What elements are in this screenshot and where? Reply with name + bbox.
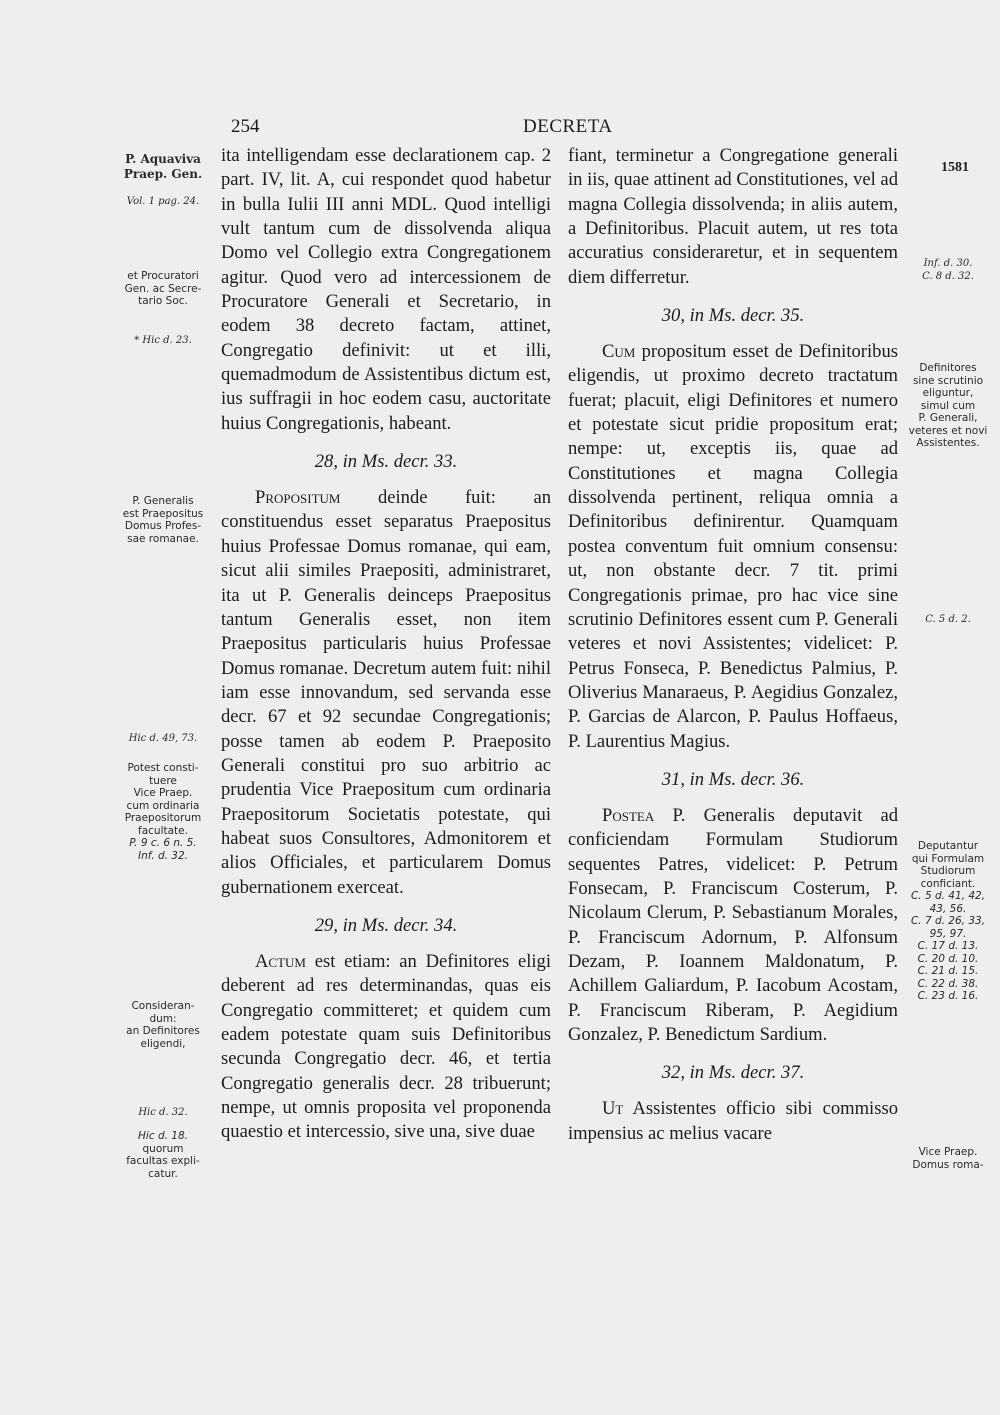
margin-note-line: Praep. Gen.: [123, 167, 203, 181]
margin-note-left: [108, 270, 218, 308]
paragraph-text: est etiam: an Definitores eligi deberent ad res determinandas, quas eis Congregatio committeret; et quidem cum eadem potestate quam suis Definitoribus secunda Congregatio decr. 46, et tertia Congregatio generalis decr. 28 tribuerunt; nempe, ut omnis proposita vel proponenda quaestio et intercessio, sive una, sive duae: [221, 950, 551, 1143]
margin-note-line: an Definitores: [126, 1025, 200, 1037]
lead-word: Actum: [255, 950, 306, 972]
margin-note-line: P. 9 c. 6 n. 5.: [129, 837, 197, 849]
margin-note-line: C. 7 d. 26, 33,: [910, 915, 986, 927]
decree-heading: 30, in Ms. decr. 35.: [661, 305, 805, 327]
paragraph-text: P. Generalis deputavit ad conficiendam Formulam Studiorum sequentes Patres, videlicet: P. Petrum Fonsecam, P. Franciscum Costerum, P. Nicolaum Clerum, P. Sebastianum Morales, P. Franciscum Adornum, P. Alfonsum Dezam, P. Ioannem Maldonatum, P. Achillem Galiardum, P. Iacobum Acostam, P. Franciscum Riberam, P. Aegidium Gonzalez, P. Benedictum Sardium.: [568, 804, 898, 1045]
margin-note-line: sae romanae.: [127, 532, 199, 545]
text-column-left: [221, 144, 551, 1145]
margin-note-line: facultas expli-: [126, 1155, 200, 1167]
margin-year: 1581: [941, 160, 969, 175]
margin-note-line: veteres et novi: [908, 424, 988, 437]
margin-note-line: Inf. d. 30.: [923, 258, 973, 269]
margin-note-line: Vol. 1 pag. 24.: [126, 196, 200, 207]
margin-note-left: [108, 495, 218, 545]
margin-note-line: Hic d. 32.: [138, 1107, 188, 1118]
margin-note-line: Inf. d. 32.: [138, 849, 188, 862]
decree-heading: 28, in Ms. decr. 33.: [314, 451, 458, 473]
decree-heading: 31, in Ms. decr. 36.: [661, 768, 805, 790]
margin-note-line: Domus roma-: [912, 1158, 984, 1171]
margin-note-left: [108, 762, 218, 862]
margin-note-line: Hic d. 18.: [138, 1130, 188, 1142]
margin-note-line: C. 5 d. 2.: [925, 614, 971, 625]
margin-note-line: C. 21 d. 15.: [917, 965, 979, 977]
paragraph: ita intelligendam esse declarationem cap. 2 part. IV, lit. A, cui respondet quod habetur in bulla Iulii III anni MDL. Quod intelligi vult tantum cum de dissolvenda aliqua Domo vel Collegio extra Congregationem agitur. Quod vero ad intercessionem de Procuratore Generali et Secretario, in eodem 38 decreto factam, attinet, Congregatio definivit: ut et illi, quemadmodum de Assistentibus dictum est, ius suffragii in hoc eodem casu, auctoritate huius Congregationis, habeant.: [221, 145, 551, 434]
margin-note-right: [902, 258, 994, 283]
margin-note-line: P. Aquaviva: [125, 152, 201, 166]
running-title: DECRETA: [523, 116, 613, 137]
margin-note-left: [108, 733, 218, 746]
paragraph: fiant, terminetur a Congregatione generali in iis, quae attinent ad Constitutiones, vel ad magna Collegia dissolvenda; in aliis autem, a Definitoribus. Placuit autem, ut res tota accuratius consideraretur, et in sequentem diem differretur.: [568, 145, 898, 288]
lead-word: Propositum: [255, 487, 341, 509]
margin-note-line: tuere: [149, 774, 177, 787]
decree-heading: 29, in Ms. decr. 34.: [314, 914, 458, 936]
margin-note-left: [108, 335, 218, 348]
margin-note-line: Gen. ac Secre-: [124, 282, 202, 295]
paragraph: [568, 1097, 898, 1146]
margin-note-line: C. 20 d. 10.: [917, 952, 979, 965]
margin-note-line: Vice Praep.: [918, 1146, 978, 1158]
margin-note-line: cum ordinaria: [126, 799, 200, 812]
margin-note-line: Assistentes.: [916, 437, 980, 449]
margin-note-left: [108, 196, 218, 209]
margin-note-line: C. 23 d. 16.: [917, 990, 979, 1002]
margin-note-right: [902, 362, 994, 450]
paragraph-text: Assistentes officio sibi commisso impensius ac melius vacare: [568, 1098, 898, 1144]
paragraph: [221, 486, 551, 900]
margin-note-left: [108, 1000, 218, 1050]
paragraph-text: propositum esset de Definitoribus eligendis, ut proximo decreto tractatum fuerat; placuit, eligi Definitores et numero et potestate sicut pridie propositum erat; nempe: ut, exceptis iis, quae ad Constitutiones et magna Collegia dissolvenda pertinent, reliqua omnia a Definitoribus definirentur. Quamquam postea conventum fuit omnium consensu: ut, non obstante decr. 7 tit. primi Congregationis primae, pro hac vice sine scrutinio Definitores essent cum P. Generali veteres et novi Assistentes; videlicet: P. Petrus Fonseca, P. Benedictus Palmius, P. Oliverius Manaraeus, P. Aegidius Gonzalez, P. Garcias de Alarcon, P. Paulus Hoffaeus, P. Laurentius Magius.: [568, 341, 898, 752]
margin-note-line: P. Generali,: [918, 412, 978, 424]
margin-note-line: facultate.: [138, 824, 188, 837]
margin-note-line: P. Generalis: [132, 495, 194, 507]
paragraph-text: deinde fuit: an constituendus esset separatus Praepositus huius Professae Domus romanae, qui eam, sicut alii similes Praepositi, administraret, ita ut P. Generalis deinceps Praepositus tantum Generalis esset, non item Praepositus particularis huius Professae Domus romanae. Decretum autem fuit: nihil iam esse innovandum, sed servanda esse decr. 67 et 92 secundae Congregationis; posse tamen ab eodem P. Praeposito Generali constitui pro suo arbitrio ac prudentia Vice Praepositum cum ordinaria Praepositorum Societatis potestate, qui habeat suos Consultores, Admonitorem et alios Officiales, et particularem Domus gubernationem exerceat.: [221, 487, 551, 898]
margin-note-line: Consideran-: [131, 1000, 195, 1012]
margin-note-line: Hic d. 49, 73.: [128, 733, 198, 744]
lead-word: Cum: [602, 341, 636, 363]
paragraph: [568, 804, 898, 1047]
page-number: 254: [231, 116, 260, 137]
margin-note-line: tario Soc.: [138, 295, 188, 307]
margin-note-left: [108, 152, 218, 182]
margin-note-line: sine scrutinio: [912, 374, 984, 387]
lead-word: Postea: [602, 804, 655, 826]
margin-note-line: et Procuratori: [127, 270, 199, 282]
margin-note-line: eligendi,: [140, 1037, 186, 1050]
margin-note-line: Studiorum: [920, 865, 976, 877]
margin-note-line: est Praepositus: [122, 507, 204, 520]
margin-note-line: C. 22 d. 38.: [917, 977, 979, 990]
margin-note-line: qui Formulam: [911, 852, 985, 865]
margin-note-line: Potest consti-: [127, 762, 199, 774]
margin-note-line: simul cum: [920, 399, 976, 412]
margin-note-right: [902, 840, 994, 1003]
paragraph: [568, 340, 898, 754]
lead-word: Ut: [602, 1098, 624, 1120]
margin-note-right: [902, 1146, 994, 1171]
margin-note-line: C. 5 d. 41, 42,: [910, 890, 986, 902]
margin-note-line: quorum: [142, 1142, 184, 1155]
margin-note-line: * Hic d. 23.: [134, 335, 192, 346]
margin-note-right: [902, 614, 994, 627]
text-column-right: [568, 144, 898, 1146]
margin-note-line: Praepositorum: [124, 812, 202, 824]
margin-note-line: catur.: [148, 1167, 178, 1180]
margin-note-line: Definitores: [919, 362, 977, 374]
margin-note-left: [108, 1130, 218, 1180]
margin-note-line: C. 8 d. 32.: [922, 270, 974, 282]
margin-note-line: eliguntur,: [922, 387, 974, 399]
margin-note-line: dum:: [149, 1012, 177, 1025]
margin-note-line: conficiant.: [920, 877, 976, 890]
paragraph: [221, 950, 551, 1145]
margin-note-line: Vice Praep.: [133, 787, 193, 799]
margin-note-line: C. 17 d. 13.: [917, 940, 979, 952]
margin-note-line: Domus Profes-: [124, 520, 202, 532]
margin-note-line: 95, 97.: [929, 927, 967, 940]
margin-note-left: [108, 1107, 218, 1120]
decree-heading: 32, in Ms. decr. 37.: [661, 1062, 805, 1084]
margin-note-line: Deputantur: [917, 840, 979, 852]
margin-note-line: 43, 56.: [929, 902, 967, 915]
